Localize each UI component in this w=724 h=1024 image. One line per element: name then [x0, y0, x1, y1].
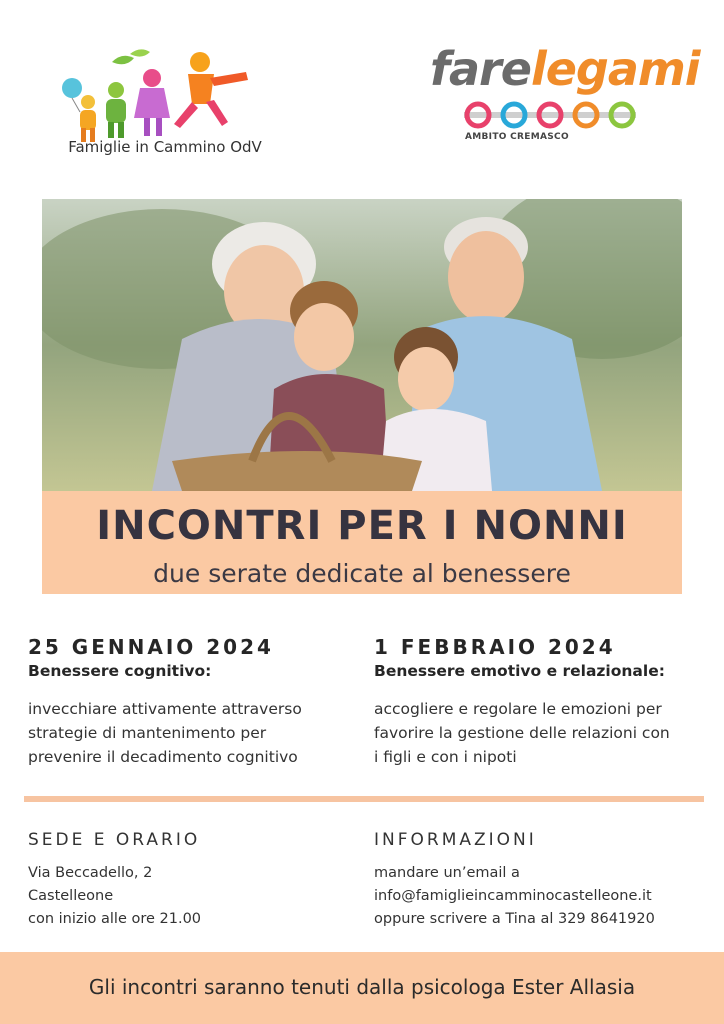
family-photo	[42, 199, 682, 491]
venue-details	[28, 862, 201, 931]
venue-line: con inizio alle ore 21.00	[28, 911, 202, 927]
event-2-topic	[374, 662, 665, 680]
event-2-line: favorire la gestione delle relazioni con	[374, 724, 670, 742]
logo-left-caption: Famiglie in Cammino OdV	[68, 138, 262, 156]
info-details	[374, 862, 655, 931]
info-email[interactable]: info@famiglieincamminocastelleone.it	[374, 888, 652, 904]
logo-word-fare: fare	[430, 42, 531, 96]
info-heading: INFORMAZIONI	[374, 830, 537, 850]
event-2-topic-text: Benessere emotivo e relazionale	[374, 662, 659, 680]
info-line: mandare un’email a	[374, 865, 520, 881]
event-1-line: prevenire il decadimento cognitivo	[28, 748, 298, 766]
logo-right-caption: AMBITO CREMASCO	[465, 132, 569, 142]
event-2-line: accogliere e regolare le emozioni per	[374, 700, 662, 718]
event-1-line: strategie di mantenimento per	[28, 724, 267, 742]
farelegami-logo-text	[430, 42, 700, 96]
event-1-topic-colon: :	[205, 662, 212, 680]
event-1-date: 25 GENNAIO 2024	[28, 635, 274, 659]
section-divider	[24, 796, 704, 802]
page-subtitle: due serate dedicate al benessere	[153, 559, 571, 588]
event-1-topic-text: Benessere cognitivo	[28, 662, 206, 680]
info-line: oppure scrivere a Tina al 329 8641920	[374, 911, 655, 927]
event-2-topic-colon: :	[658, 662, 665, 680]
footer-text: Gli incontri saranno tenuti dalla psicologa Ester Allasia	[88, 975, 636, 999]
event-2-line: i figli e con i nipoti	[374, 748, 517, 766]
chain-links-icon	[460, 100, 640, 130]
event-2-description	[374, 697, 670, 769]
event-1-description	[28, 697, 302, 769]
venue-line: Castelleone	[28, 888, 114, 904]
logo-word-legami: legami	[530, 42, 700, 96]
venue-heading: SEDE E ORARIO	[28, 830, 201, 850]
venue-line: Via Beccadello, 2	[28, 865, 153, 881]
event-2-date: 1 FEBBRAIO 2024	[374, 635, 616, 659]
event-1-topic	[28, 662, 211, 680]
page-title: INCONTRI PER I NONNI	[96, 503, 628, 549]
event-1-line: invecchiare attivamente attraverso	[28, 700, 302, 718]
